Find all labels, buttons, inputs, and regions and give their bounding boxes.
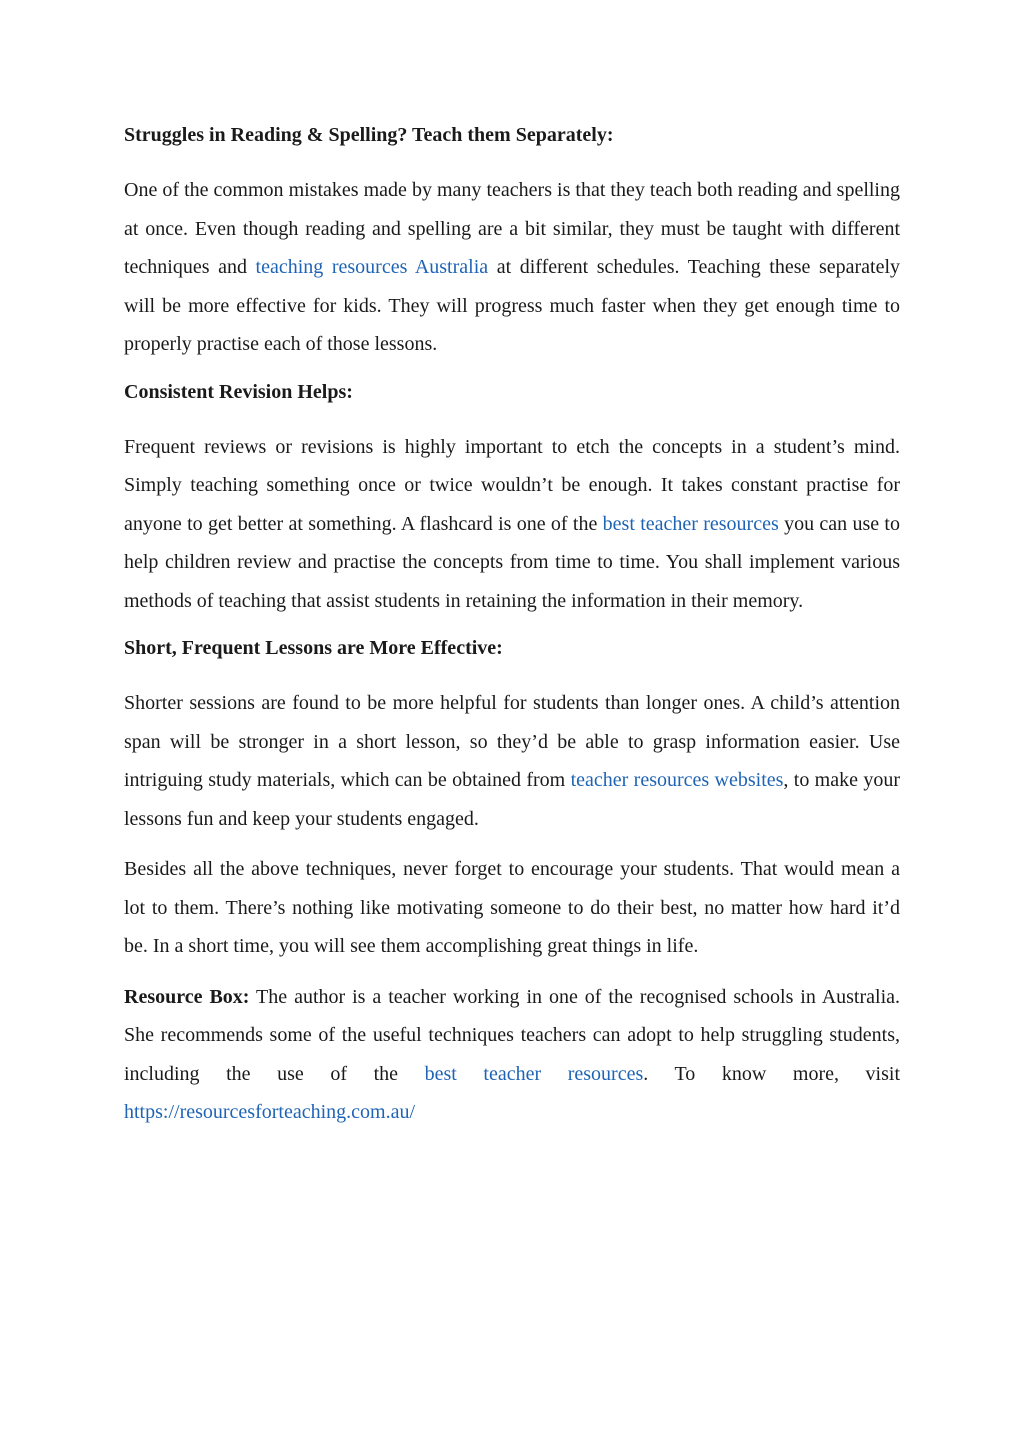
paragraph-encourage-students: Besides all the above techniques, never forget to encourage your students. That would mean a lot to them. There’s nothing like motivating someone to do their best, no matter how hard it’d be. In a short time, you will see them accomplishing great things in life. [124, 858, 900, 957]
paragraph-text: you can use to help children review and practise the concepts from time to time. You shall implement various methods of teaching that assist students in retaining the information in their memory. [124, 512, 900, 612]
section-heading-short-lessons: Short, Frequent Lessons are More Effective: [124, 637, 503, 659]
paragraph-text: One of the common mistakes made by many teachers is that they teach both reading and spelling at once. Even though reading and spelling are a bit similar, they must be taught with different techniques and [124, 179, 900, 278]
link-best-teacher-resources-2[interactable]: best teacher resources [424, 1062, 644, 1085]
link-teacher-resources-websites[interactable]: teacher resources websites [570, 769, 784, 791]
document-page [124, 119, 900, 1144]
paragraph-text: The author is a teacher working in one of the recognised schools in Australia. She recommends some of the useful techniques teachers can adopt to help struggling students, including the use of the [124, 985, 901, 1085]
paragraph-consistent-revision [124, 428, 900, 621]
paragraph-text: , to make your lessons fun and keep your students engaged. [124, 769, 901, 830]
paragraph-reading-spelling [124, 171, 900, 364]
section-heading-reading-spelling: Struggles in Reading & Spelling? Teach them Separately: [124, 124, 614, 146]
resource-box [124, 978, 900, 1132]
link-resources-website[interactable]: https://resourcesforteaching.com.au/ [124, 1101, 416, 1123]
paragraph-short-lessons [124, 684, 900, 838]
paragraph-text: Frequent reviews or revisions is highly important to etch the concepts in a student’s mind. Simply teaching something once or twice wouldn’t be enough. It takes constant practise for anyone to get better at something. A flashcard is one of the [124, 435, 900, 535]
paragraph-text: at different schedules. Teaching these separately will be more effective for kids. They will progress much faster when they get enough time to properly practise each of those lessons. [124, 256, 901, 355]
section-heading-consistent-revision: Consistent Revision Helps: [124, 380, 353, 403]
resource-box-label: Resource Box: [124, 985, 250, 1008]
link-teaching-resources-australia[interactable]: teaching resources Australia [255, 256, 489, 278]
link-best-teacher-resources[interactable]: best teacher resources [602, 512, 779, 535]
paragraph-text: Shorter sessions are found to be more helpful for students than longer ones. A child’s attention span will be stronger in a short lesson, so they’d be able to grasp information easier. Use intriguing study materials, which can be obtained from [124, 692, 900, 791]
paragraph-text: . To know more, visit [643, 1062, 901, 1085]
